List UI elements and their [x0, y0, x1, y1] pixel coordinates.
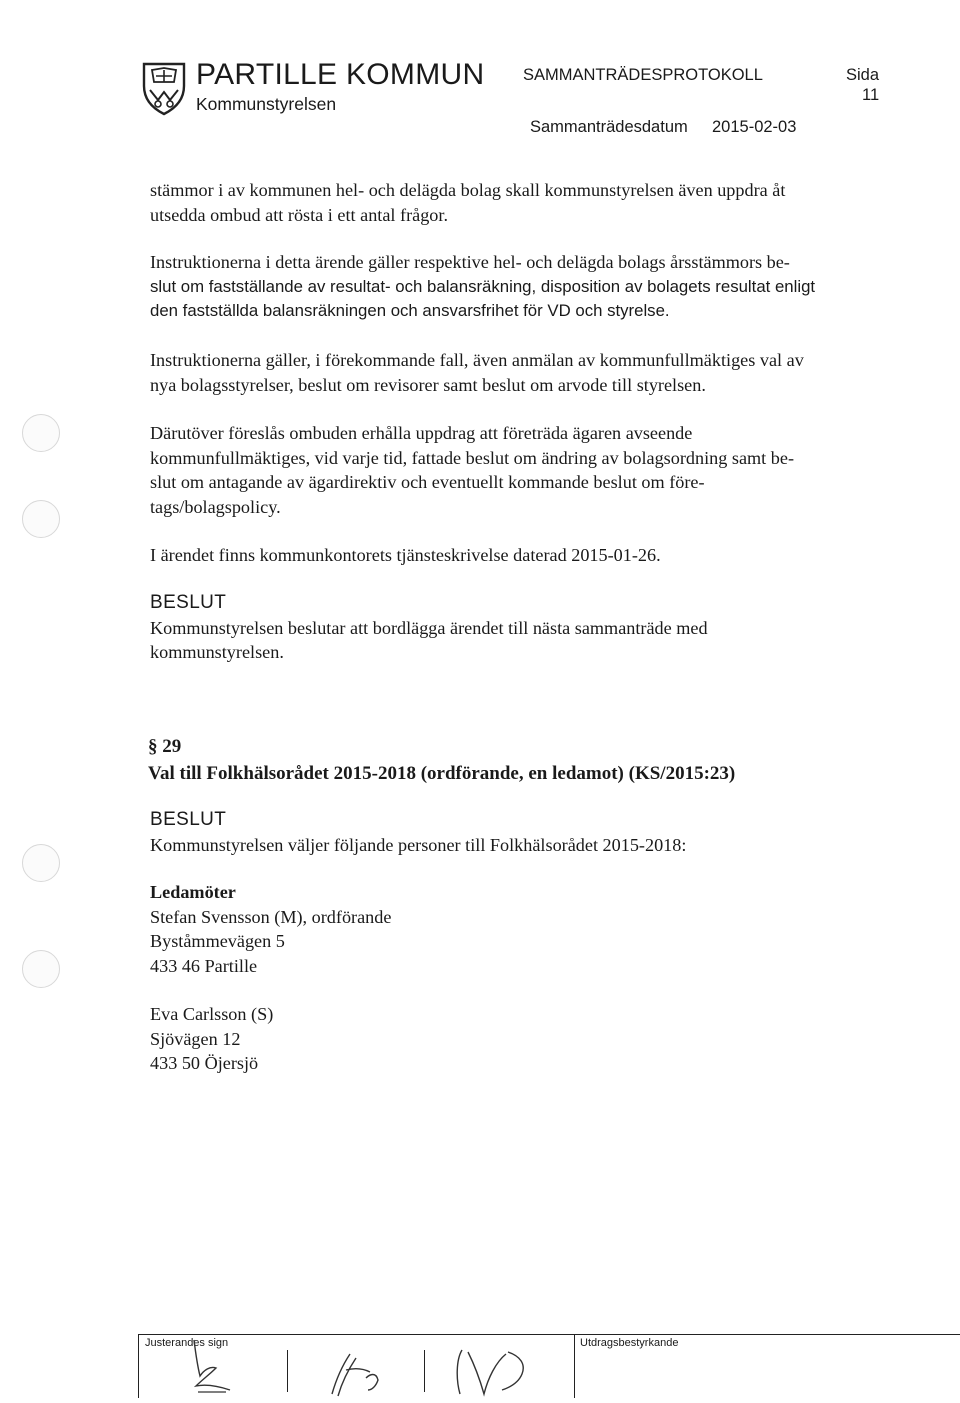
punch-hole — [22, 844, 60, 882]
member-line: 433 46 Partille — [150, 955, 258, 976]
justerandes-sign-label: Justerandes sign — [145, 1337, 229, 1349]
decision-heading: BESLUT — [150, 592, 227, 613]
paragraph-1 — [150, 178, 890, 227]
punch-hole — [22, 950, 60, 988]
text-line: Instruktionerna i detta ärende gäller respektive hel- och delägda bolags årsstämmors be- — [150, 252, 790, 272]
signature-1-icon — [180, 1336, 260, 1396]
text-line: utsedda ombud att rösta i ett antal frågor. — [150, 204, 448, 225]
text-line: slut om antagande av ägardirektiv och eventuellt kommande beslut om före- — [150, 472, 705, 492]
punch-hole — [22, 414, 60, 452]
organization-unit: Kommunstyrelsen — [196, 94, 337, 114]
members-heading: Ledamöter — [150, 882, 236, 902]
text-line: Kommunstyrelsen beslutar att bordlägga ärendet till nästa sammanträde med — [150, 617, 708, 638]
page-label: Sida — [846, 66, 880, 84]
footer-divider — [574, 1334, 575, 1398]
text-line: I ärendet finns kommunkontorets tjänsteskrivelse daterad 2015-01-26. — [150, 545, 661, 565]
text-line: den fastställda balansräkningen och ansvarsfrihet för VD och styrelse. — [150, 301, 670, 320]
municipality-crest-icon — [138, 60, 190, 116]
punch-hole — [22, 500, 60, 538]
signature-3-icon — [448, 1344, 548, 1398]
organization-name: PARTILLE KOMMUN — [196, 58, 485, 91]
members-list — [150, 880, 890, 978]
decision-1 — [150, 591, 890, 665]
meeting-date-label: Sammanträdesdatum — [530, 118, 688, 136]
text-line: tags/bolagspolicy. — [150, 496, 281, 517]
member-line: Eva Carlsson (S) — [150, 1004, 274, 1024]
paragraph-5 — [150, 543, 890, 568]
page-number: 11 — [862, 86, 880, 104]
members-list-2 — [150, 1002, 890, 1076]
meeting-date-value: 2015-02-03 — [712, 118, 797, 136]
text-line: Kommunstyrelsen väljer följande personer till Folkhälsorådet 2015-2018: — [150, 834, 687, 855]
utdragsbestyrkande-label: Utdragsbestyrkande — [580, 1337, 679, 1349]
text-line: Därutöver föreslås ombuden erhålla uppdrag att företräda ägaren avseende — [150, 423, 693, 443]
text-line: nya bolagsstyrelser, beslut om revisorer samt beslut om arvode till styrelsen. — [150, 374, 706, 395]
footer-divider — [424, 1350, 425, 1392]
footer-divider — [287, 1350, 288, 1392]
signature-2-icon — [320, 1350, 400, 1398]
decision-2 — [150, 808, 890, 857]
paragraph-3 — [150, 348, 890, 397]
section-number: § 29 — [148, 736, 182, 757]
member-line: Sjövägen 12 — [150, 1028, 241, 1049]
text-line: Instruktionerna gäller, i förekommande fall, även anmälan av kommunfullmäktiges val av — [150, 350, 804, 370]
decision-heading: BESLUT — [150, 809, 227, 830]
text-line: stämmor i av kommunen hel- och delägda bolag skall kommunstyrelsen även uppdra åt — [150, 180, 786, 200]
footer-divider — [138, 1334, 139, 1398]
document-type: SAMMANTRÄDESPROTOKOLL — [523, 66, 763, 84]
member-line: Byståmmevägen 5 — [150, 931, 285, 951]
member-line: 433 50 Öjersjö — [150, 1053, 259, 1073]
footer-rule — [138, 1334, 960, 1335]
paragraph-4 — [150, 421, 890, 519]
paragraph-2 — [150, 250, 890, 324]
text-line: kommunstyrelsen. — [150, 642, 284, 662]
section-title: Val till Folkhälsorådet 2015-2018 (ordförande, en ledamot) (KS/2015:23) — [148, 763, 736, 784]
member-line: Stefan Svensson (M), ordförande — [150, 906, 392, 927]
text-line: kommunfullmäktiges, vid varje tid, fattade beslut om ändring av bolagsordning samt be- — [150, 447, 795, 468]
text-line: slut om fastställande av resultat- och balansräkning, disposition av bolagets resultat enligt — [150, 276, 816, 296]
